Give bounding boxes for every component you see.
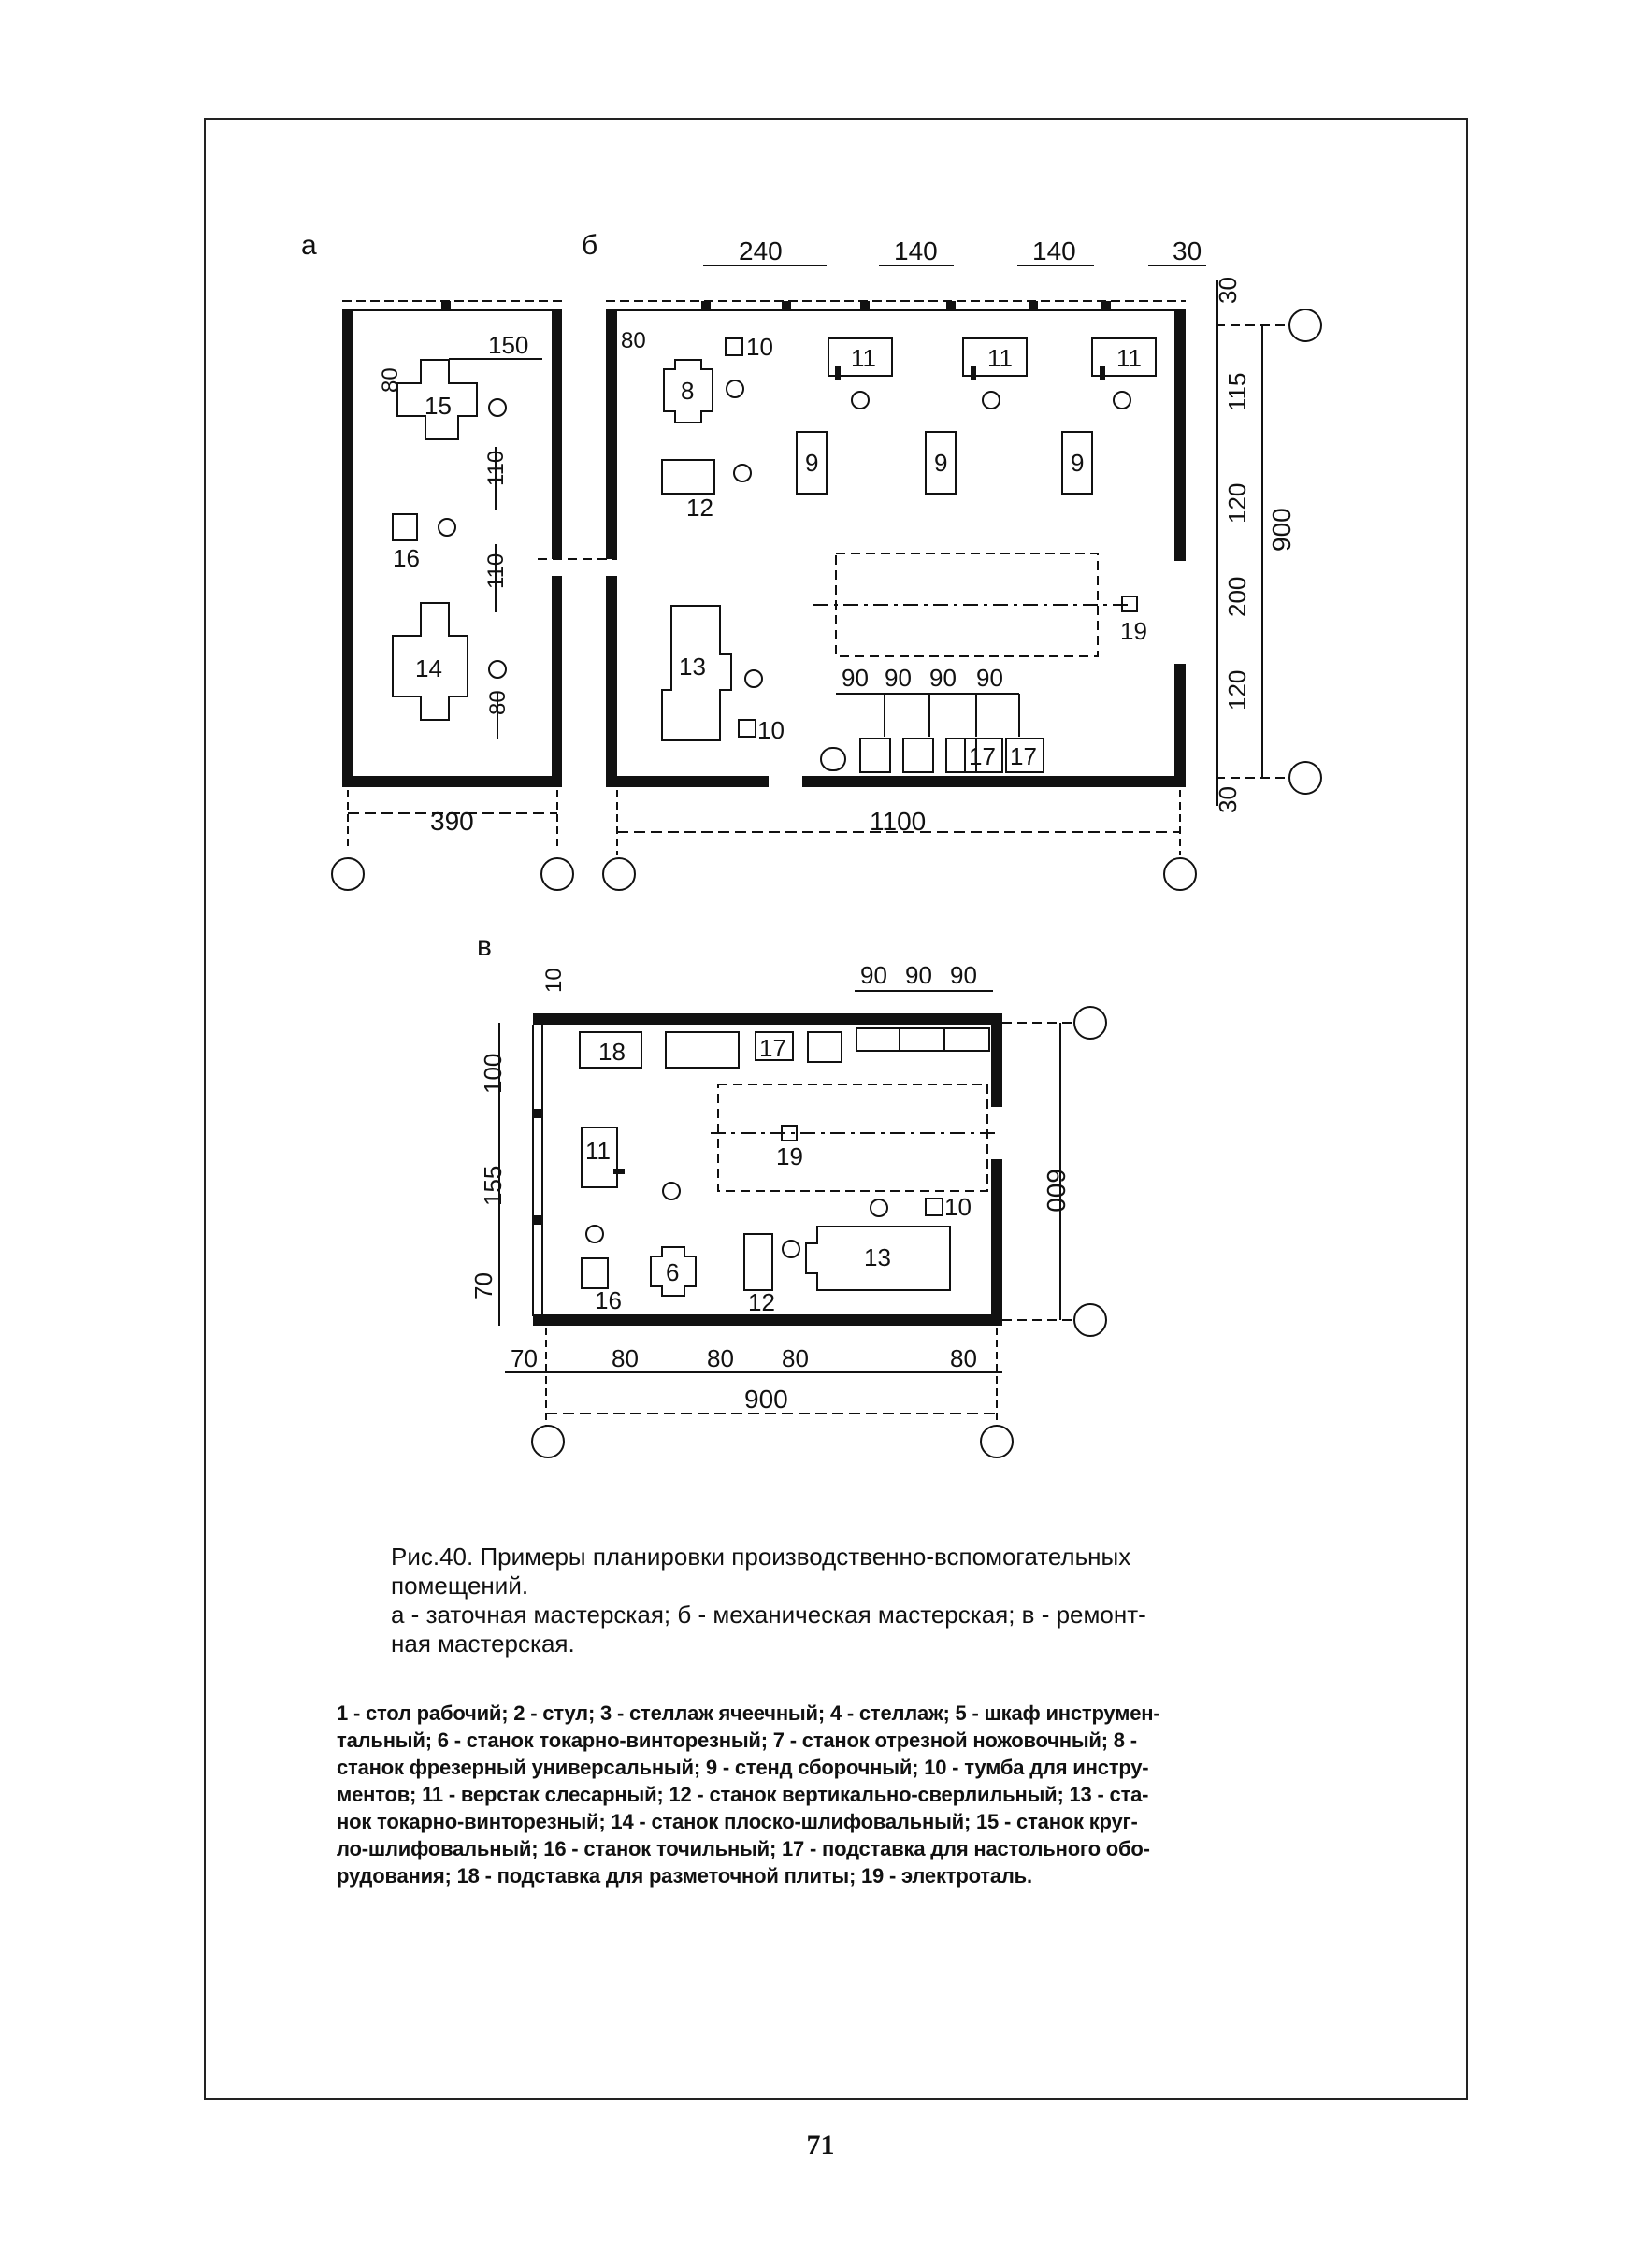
- plan-b-dim-80: 80: [621, 328, 646, 353]
- plan-b-dim-140-a: 140: [894, 237, 938, 266]
- plan-b-axis-bubble: [1289, 762, 1321, 794]
- plan-c-dim-600: 600: [1042, 1169, 1071, 1213]
- plan-c-box: [808, 1032, 842, 1062]
- plan-b-bench-box: [903, 739, 933, 772]
- plan-b-dim-120-b: 120: [1223, 669, 1251, 711]
- plan-b-label: б: [582, 230, 598, 261]
- plan-c-operator-circle: [586, 1226, 603, 1242]
- plan-b-wall-bottom-left: [606, 776, 769, 787]
- plan-b-dim-90-4: 90: [976, 664, 1003, 692]
- plan-b-stool: [821, 748, 845, 770]
- plan-b-dim-90-2: 90: [885, 664, 912, 692]
- caption-line: а - заточная мастерская; б - механическая мастерская; в - ремонт-: [391, 1601, 1146, 1629]
- plan-b-vise: [971, 366, 976, 380]
- plan-a-operator-circle: [489, 399, 506, 416]
- plan-a-wall-right-upper: [552, 309, 562, 559]
- plan-b-dim-140-b: 140: [1032, 237, 1076, 266]
- plan-b-vise: [835, 366, 841, 380]
- plan-c-bench-box: [856, 1028, 900, 1051]
- plan-c-dim-90-3: 90: [950, 961, 977, 989]
- plan-b-wall-left-upper: [606, 309, 617, 559]
- plan-b-axis-bubble: [1289, 309, 1321, 341]
- legend-line: станок фрезерный универсальный; 9 - стенд сборочный; 10 - тумба для инстру-: [337, 1756, 1149, 1779]
- plan-a-wall-left: [342, 309, 353, 785]
- plan-a-label: а: [301, 230, 317, 261]
- plan-c-dim-10: 10: [541, 968, 567, 993]
- plan-c-wall-right-lower: [991, 1159, 1002, 1326]
- plan-c-item-6: 6: [666, 1258, 680, 1286]
- plan-b-item-11-b: 11: [987, 344, 1013, 372]
- plan-b-vise: [1100, 366, 1105, 380]
- legend-line: тальный; 6 - станок токарно-винторезный; 7 - станок отрезной ножовочный; 8 -: [337, 1729, 1137, 1752]
- plan-c-bench-box: [944, 1028, 989, 1051]
- plan-c-box: [666, 1032, 739, 1068]
- plan-b-operator-circle: [983, 392, 1000, 409]
- plan-c-dim-90-1: 90: [860, 961, 887, 989]
- plan-c-wall-right-upper: [991, 1013, 1002, 1107]
- legend-line: ментов; 11 - верстак слесарный; 12 - станок вертикально-сверлильный; 13 - ста-: [337, 1783, 1149, 1806]
- plan-c-dim-100: 100: [479, 1053, 507, 1094]
- plan-b-pier: [1029, 301, 1038, 310]
- plan-b-item-9-a: 9: [805, 449, 819, 477]
- plan-b-item-19: 19: [1120, 617, 1147, 645]
- figure-caption: [391, 1543, 1307, 1658]
- plan-b-item-11-c: 11: [1116, 344, 1142, 372]
- plan-b: [582, 230, 1321, 890]
- plan-b-item-11-a: 11: [851, 344, 876, 372]
- plan-b-pier: [946, 301, 956, 310]
- plan-c-item-12-shape: [744, 1234, 772, 1290]
- plan-a-wall-right-lower: [552, 576, 562, 785]
- plan-a-axis-bubble: [332, 858, 364, 890]
- plan-b-dim-200: 200: [1223, 576, 1251, 617]
- plan-b-operator-circle: [1114, 392, 1130, 409]
- plan-b-pier: [860, 301, 870, 310]
- plan-b-item-9-c: 9: [1071, 449, 1085, 477]
- plan-a-axis-bubble: [541, 858, 573, 890]
- legend-text: [337, 1700, 1328, 1889]
- legend-line: 1 - стол рабочий; 2 - стул; 3 - стеллаж ячеечный; 4 - стеллаж; 5 - шкаф инструмен-: [337, 1701, 1160, 1725]
- plan-b-operator-circle: [852, 392, 869, 409]
- plan-b-pier: [782, 301, 791, 310]
- plan-c-item-11: 11: [585, 1137, 611, 1165]
- plan-b-item-13: 13: [679, 653, 706, 681]
- plan-c-dim-80-3: 80: [782, 1344, 809, 1372]
- plan-c-item-10-shape: [926, 1199, 943, 1215]
- plan-c-label: в: [477, 931, 492, 962]
- plan-c-item-12: 12: [748, 1288, 775, 1316]
- legend-line: нок токарно-винторезный; 14 - станок плоско-шлифовальный; 15 - станок круг-: [337, 1810, 1138, 1833]
- plan-b-dim-240: 240: [739, 237, 783, 266]
- plan-b-item-9-b: 9: [934, 449, 948, 477]
- plan-c-pier: [533, 1109, 542, 1118]
- plan-b-item-12: 12: [686, 494, 713, 522]
- plan-b-dim-1100: 1100: [870, 807, 927, 836]
- plan-b-operator-circle: [727, 380, 743, 397]
- plan-b-item-12-shape: [662, 460, 714, 494]
- plan-c-operator-circle: [663, 1183, 680, 1199]
- plan-b-operator-circle: [745, 670, 762, 687]
- plan-c-dim-70-bottom: 70: [511, 1344, 538, 1372]
- plan-c-item-13: 13: [864, 1243, 891, 1271]
- plan-b-dim-900: 900: [1267, 508, 1296, 552]
- legend-line: рудования; 18 - подставка для разметочной плиты; 19 - электроталь.: [337, 1864, 1032, 1888]
- plan-c-item-18: 18: [598, 1038, 626, 1066]
- plan-a-dim-150: 150: [488, 331, 529, 359]
- plan-b-wall-right-lower: [1174, 664, 1186, 787]
- plan-b-item-10-bottom-shape: [739, 720, 756, 737]
- plan-c-vise: [613, 1169, 625, 1174]
- plan-b-dim-120-a: 120: [1223, 482, 1251, 524]
- plan-a-operator-circle: [489, 661, 506, 678]
- plan-c-axis-bubble: [1074, 1304, 1106, 1336]
- plan-b-dim-30-side-top: 30: [1214, 277, 1242, 304]
- plan-a-item-16-shape: [393, 514, 417, 540]
- plan-c-wall-top: [533, 1013, 1002, 1025]
- plan-b-wall-left-lower: [606, 576, 617, 787]
- plan-b-item-10-top: 10: [746, 333, 773, 361]
- plan-c-dim-900: 900: [744, 1385, 788, 1414]
- plan-b-dim-90-3: 90: [929, 664, 957, 692]
- plan-b-axis-bubble: [603, 858, 635, 890]
- plan-a-dim-80-top: 80: [378, 367, 403, 393]
- plan-c-dim-155: 155: [479, 1165, 507, 1206]
- plan-c-axis-bubble: [981, 1426, 1013, 1457]
- plan-c-item-16-shape: [582, 1258, 608, 1288]
- page-number: 71: [806, 2130, 835, 2160]
- plan-b-item-8: 8: [681, 377, 695, 405]
- plan-c-item-16: 16: [595, 1286, 622, 1314]
- plan-a-wall-bottom: [342, 776, 562, 787]
- plan-b-bench-box: [860, 739, 890, 772]
- plan-a-dim-80-bottom: 80: [485, 690, 511, 715]
- plan-c-item-17: 17: [759, 1034, 786, 1062]
- plan-b-pier: [701, 301, 711, 310]
- plan-b-item-10-bottom: 10: [757, 716, 785, 744]
- plan-a-item-16: 16: [393, 544, 420, 572]
- plan-b-dim-90-1: 90: [842, 664, 869, 692]
- plan-b-wall-right-upper: [1174, 309, 1186, 561]
- plan-a-operator-circle: [439, 519, 455, 536]
- plan-b-item-17-b: 17: [1010, 742, 1037, 770]
- plan-b-dim-30-top: 30: [1173, 237, 1202, 266]
- plan-b-dim-30-side-bottom: 30: [1214, 786, 1242, 813]
- plan-b-item-17-a: 17: [969, 742, 996, 770]
- plan-a-item-14: 14: [415, 654, 442, 682]
- caption-line: Рис.40. Примеры планировки производственно-вспомогательных: [391, 1543, 1131, 1571]
- plan-c-dim-80-1: 80: [612, 1344, 639, 1372]
- plan-b-wall-bottom-right: [802, 776, 1186, 787]
- plan-c-dim-80-2: 80: [707, 1344, 734, 1372]
- plan-a: [301, 230, 617, 890]
- plan-c-axis-bubble: [532, 1426, 564, 1457]
- plan-b-item-10-top-shape: [726, 338, 742, 355]
- plan-b-dim-115: 115: [1223, 372, 1251, 411]
- plan-c-dim-90-2: 90: [905, 961, 932, 989]
- plan-c: [469, 931, 1106, 1457]
- plan-b-pier: [1101, 301, 1111, 310]
- legend-line: ло-шлифовальный; 16 - станок точильный; 17 - подставка для настольного обо-: [337, 1837, 1150, 1860]
- caption-line: ная мастерская.: [391, 1629, 575, 1658]
- plan-c-crane-track: [718, 1084, 987, 1191]
- plan-c-operator-circle: [783, 1241, 799, 1257]
- plan-c-item-10: 10: [944, 1193, 972, 1221]
- plan-c-item-19: 19: [776, 1142, 803, 1170]
- plan-b-axis-bubble: [1164, 858, 1196, 890]
- plan-c-pier: [533, 1215, 542, 1225]
- plan-c-axis-bubble: [1074, 1007, 1106, 1039]
- plan-a-dim-110-a: 110: [483, 450, 509, 486]
- plan-c-dim-80-4: 80: [950, 1344, 977, 1372]
- plan-b-operator-circle: [734, 465, 751, 481]
- plan-a-dim-390: 390: [430, 807, 474, 836]
- plan-a-pier: [441, 301, 451, 310]
- caption-line: помещений.: [391, 1572, 529, 1600]
- plan-c-operator-circle: [871, 1199, 887, 1216]
- plan-a-dim-110-b: 110: [483, 553, 509, 589]
- plan-c-bench-box: [900, 1028, 944, 1051]
- plan-a-item-15: 15: [425, 392, 452, 420]
- plan-c-dim-70-side: 70: [469, 1272, 497, 1299]
